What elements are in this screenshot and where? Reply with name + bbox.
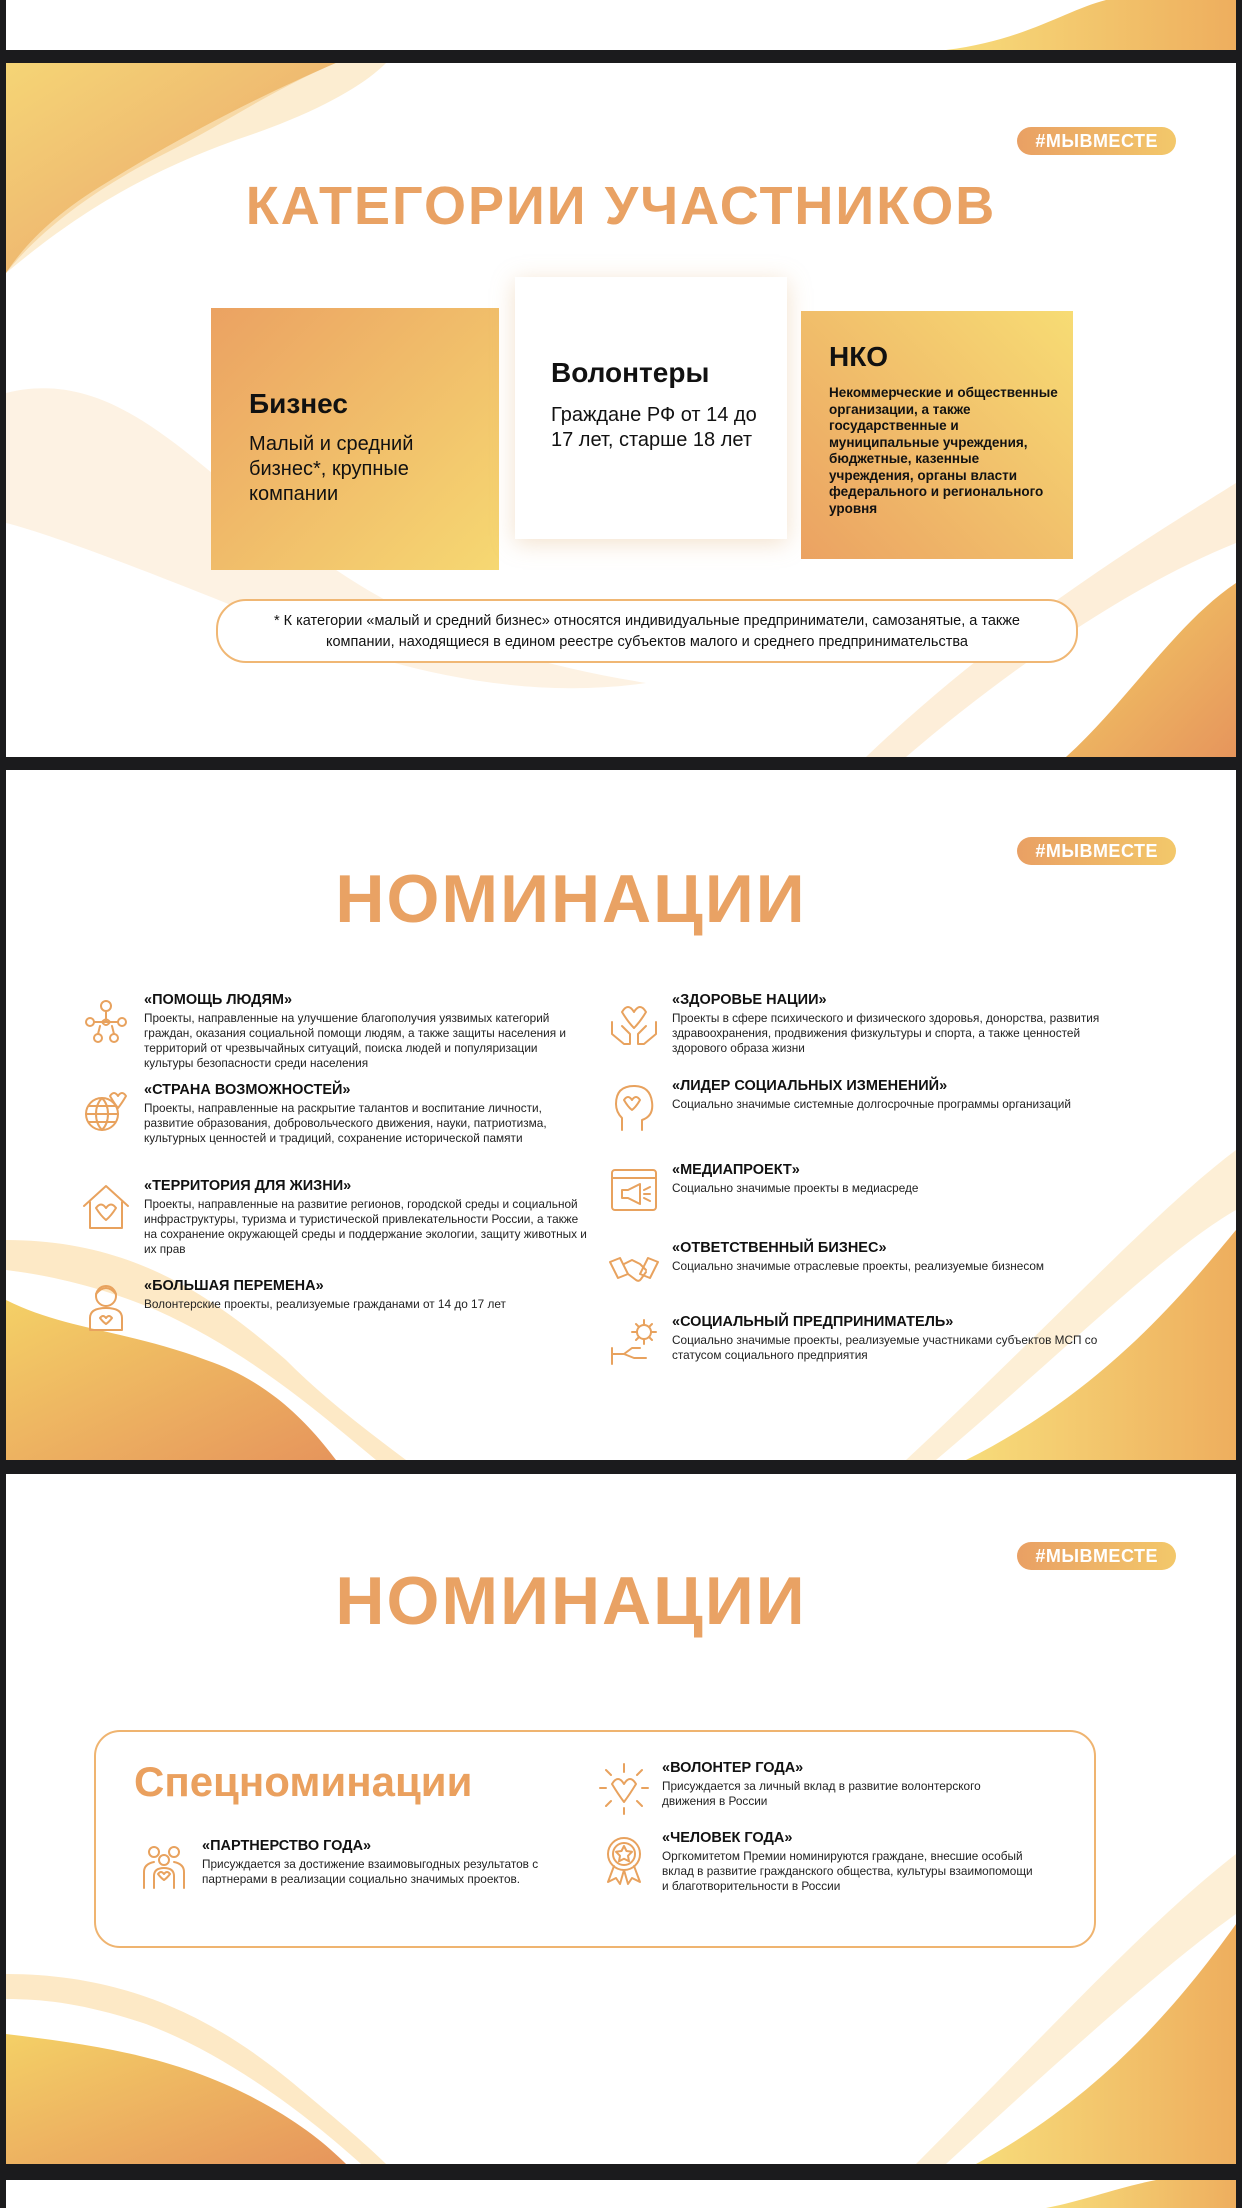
nomination-text: Социально значимые отраслевые проекты, реализуемые бизнесом xyxy=(672,1259,1045,1273)
footnote: * К категории «малый и средний бизнес» относятся индивидуальные предприниматели, самозанятые, а также компании, находящиеся в едином реестре субъектов малого и среднего предпринимательства xyxy=(216,599,1078,663)
nomination-title: «БОЛЬШАЯ ПЕРЕМЕНА» xyxy=(144,1278,324,1294)
hand-gear-icon xyxy=(606,1314,662,1370)
nomination-item xyxy=(78,1082,588,1146)
nomination-title: «ПОМОЩЬ ЛЮДЯМ» xyxy=(144,992,293,1008)
card-title: Бизнес xyxy=(249,388,348,419)
nomination-item xyxy=(606,1314,1126,1370)
megaphone-icon xyxy=(606,1162,662,1218)
hands-heart-icon xyxy=(606,992,662,1048)
nomination-title: «ОТВЕТСТВЕННЫЙ БИЗНЕС» xyxy=(672,1240,887,1256)
heart-rays-icon xyxy=(596,1760,652,1816)
nomination-text: Проекты в сфере психического и физического здоровья, донорства, развития здравоохранения, продвижения физкультуры и спорта, а также ценностей здорового образа жизни xyxy=(672,1011,1100,1055)
card-text: Граждане РФ от 14 до 17 лет, старше 18 лет xyxy=(551,404,757,451)
nomination-text: Проекты, направленные на раскрытие талантов и воспитание личности, развитие образования, добровольческого движения, науки, патриотизма, культурных ценностей и традиций, сохранение исторической памяти xyxy=(144,1101,547,1145)
slide-categories xyxy=(6,63,1236,757)
nomination-text: Социально значимые проекты, реализуемые участниками субъектов МСП со статусом социального предприятия xyxy=(672,1333,1098,1362)
slide-top-strip xyxy=(6,0,1236,50)
nomination-title: «ПАРТНЕРСТВО ГОДА» xyxy=(202,1838,372,1854)
card-nko xyxy=(801,311,1073,559)
card-business xyxy=(211,308,499,570)
people-network-icon xyxy=(78,992,134,1048)
page-title: НОМИНАЦИИ xyxy=(335,861,807,937)
nomination-item xyxy=(606,1078,1126,1134)
partners-icon xyxy=(136,1838,192,1894)
head-heart-icon xyxy=(606,1078,662,1134)
hashtag-badge: #МЫВМЕСТЕ xyxy=(1017,837,1176,865)
nomination-item xyxy=(78,992,588,1071)
nomination-text: Проекты, направленные на развитие регионов, городской среды и социальной инфраструктуры, туризма и туристической привлекательности России, а также на сохранение окружающей среды и поддержание экологии, защиту животных и их прав xyxy=(144,1197,587,1256)
nomination-text: Социально значимые проекты в медиасреде xyxy=(672,1181,919,1195)
nomination-title: «ЗДОРОВЬЕ НАЦИИ» xyxy=(672,992,827,1008)
nomination-text: Присуждается за личный вклад в развитие волонтерского движения в России xyxy=(662,1779,981,1808)
child-icon xyxy=(78,1278,134,1334)
nomination-text: Проекты, направленные на улучшение благополучия уязвимых категорий граждан, оказания социальной помощи людям, а также защиты населения и территорий от чрезвычайных ситуаций, поиска людей и популяризации культуры безопасности среди населения xyxy=(144,1011,566,1070)
nomination-title: «ТЕРРИТОРИЯ ДЛЯ ЖИЗНИ» xyxy=(144,1178,352,1194)
nomination-title: «СТРАНА ВОЗМОЖНОСТЕЙ» xyxy=(144,1082,351,1098)
globe-heart-icon xyxy=(78,1082,134,1138)
decor-wave xyxy=(6,2180,1236,2208)
nomination-title: «ЛИДЕР СОЦИАЛЬНЫХ ИЗМЕНЕНИЙ» xyxy=(672,1078,948,1094)
nomination-text: Присуждается за достижение взаимовыгодных результатов с партнерами в реализации социально значимых проектов. xyxy=(202,1857,539,1886)
slide-bottom-strip xyxy=(6,2180,1236,2208)
nomination-item xyxy=(136,1838,556,1894)
page-title: КАТЕГОРИИ УЧАСТНИКОВ xyxy=(245,176,997,236)
nomination-title: «ЧЕЛОВЕК ГОДА» xyxy=(662,1830,793,1846)
slide-special-nominations xyxy=(6,1474,1236,2164)
house-heart-icon xyxy=(78,1178,134,1234)
card-text: Некоммерческие и общественные организации, а также государственные и муниципальные учреждения, бюджетные, казенные учреждения, органы власти федерального и регионального уровня xyxy=(829,385,1058,516)
page-title: НОМИНАЦИИ xyxy=(335,1563,807,1639)
card-text: Малый и средний бизнес*, крупные компании xyxy=(249,433,414,505)
medal-icon xyxy=(596,1830,652,1886)
nomination-item xyxy=(78,1178,588,1257)
nomination-item xyxy=(596,1830,1036,1894)
nomination-item xyxy=(596,1760,1016,1816)
nomination-text: Оргкомитетом Премии номинируются граждане, внесшие особый вклад в развитие гражданского общества, культуры взаимопомощи и благотворительности в России xyxy=(662,1849,1033,1893)
nomination-title: «СОЦИАЛЬНЫЙ ПРЕДПРИНИМАТЕЛЬ» xyxy=(672,1314,954,1330)
nomination-item xyxy=(606,1240,1126,1296)
handshake-icon xyxy=(606,1240,662,1296)
nomination-text: Социально значимые системные долгосрочные программы организаций xyxy=(672,1097,1071,1111)
hashtag-badge: #МЫВМЕСТЕ xyxy=(1017,1542,1176,1570)
nomination-item xyxy=(606,992,1126,1056)
slide-nominations xyxy=(6,770,1236,1460)
nomination-text: Волонтерские проекты, реализуемые гражданами от 14 до 17 лет xyxy=(144,1297,506,1311)
nomination-title: «МЕДИАПРОЕКТ» xyxy=(672,1162,800,1178)
nomination-title: «ВОЛОНТЕР ГОДА» xyxy=(662,1760,804,1776)
nomination-item xyxy=(78,1278,588,1334)
hashtag-badge: #МЫВМЕСТЕ xyxy=(1017,127,1176,155)
special-nominations-subtitle: Спецноминации xyxy=(134,1758,473,1805)
decor-wave xyxy=(6,0,1236,50)
card-title: Волонтеры xyxy=(551,357,710,388)
nomination-item xyxy=(606,1162,1126,1218)
card-title: НКО xyxy=(829,341,889,372)
card-volunteers xyxy=(515,277,787,539)
